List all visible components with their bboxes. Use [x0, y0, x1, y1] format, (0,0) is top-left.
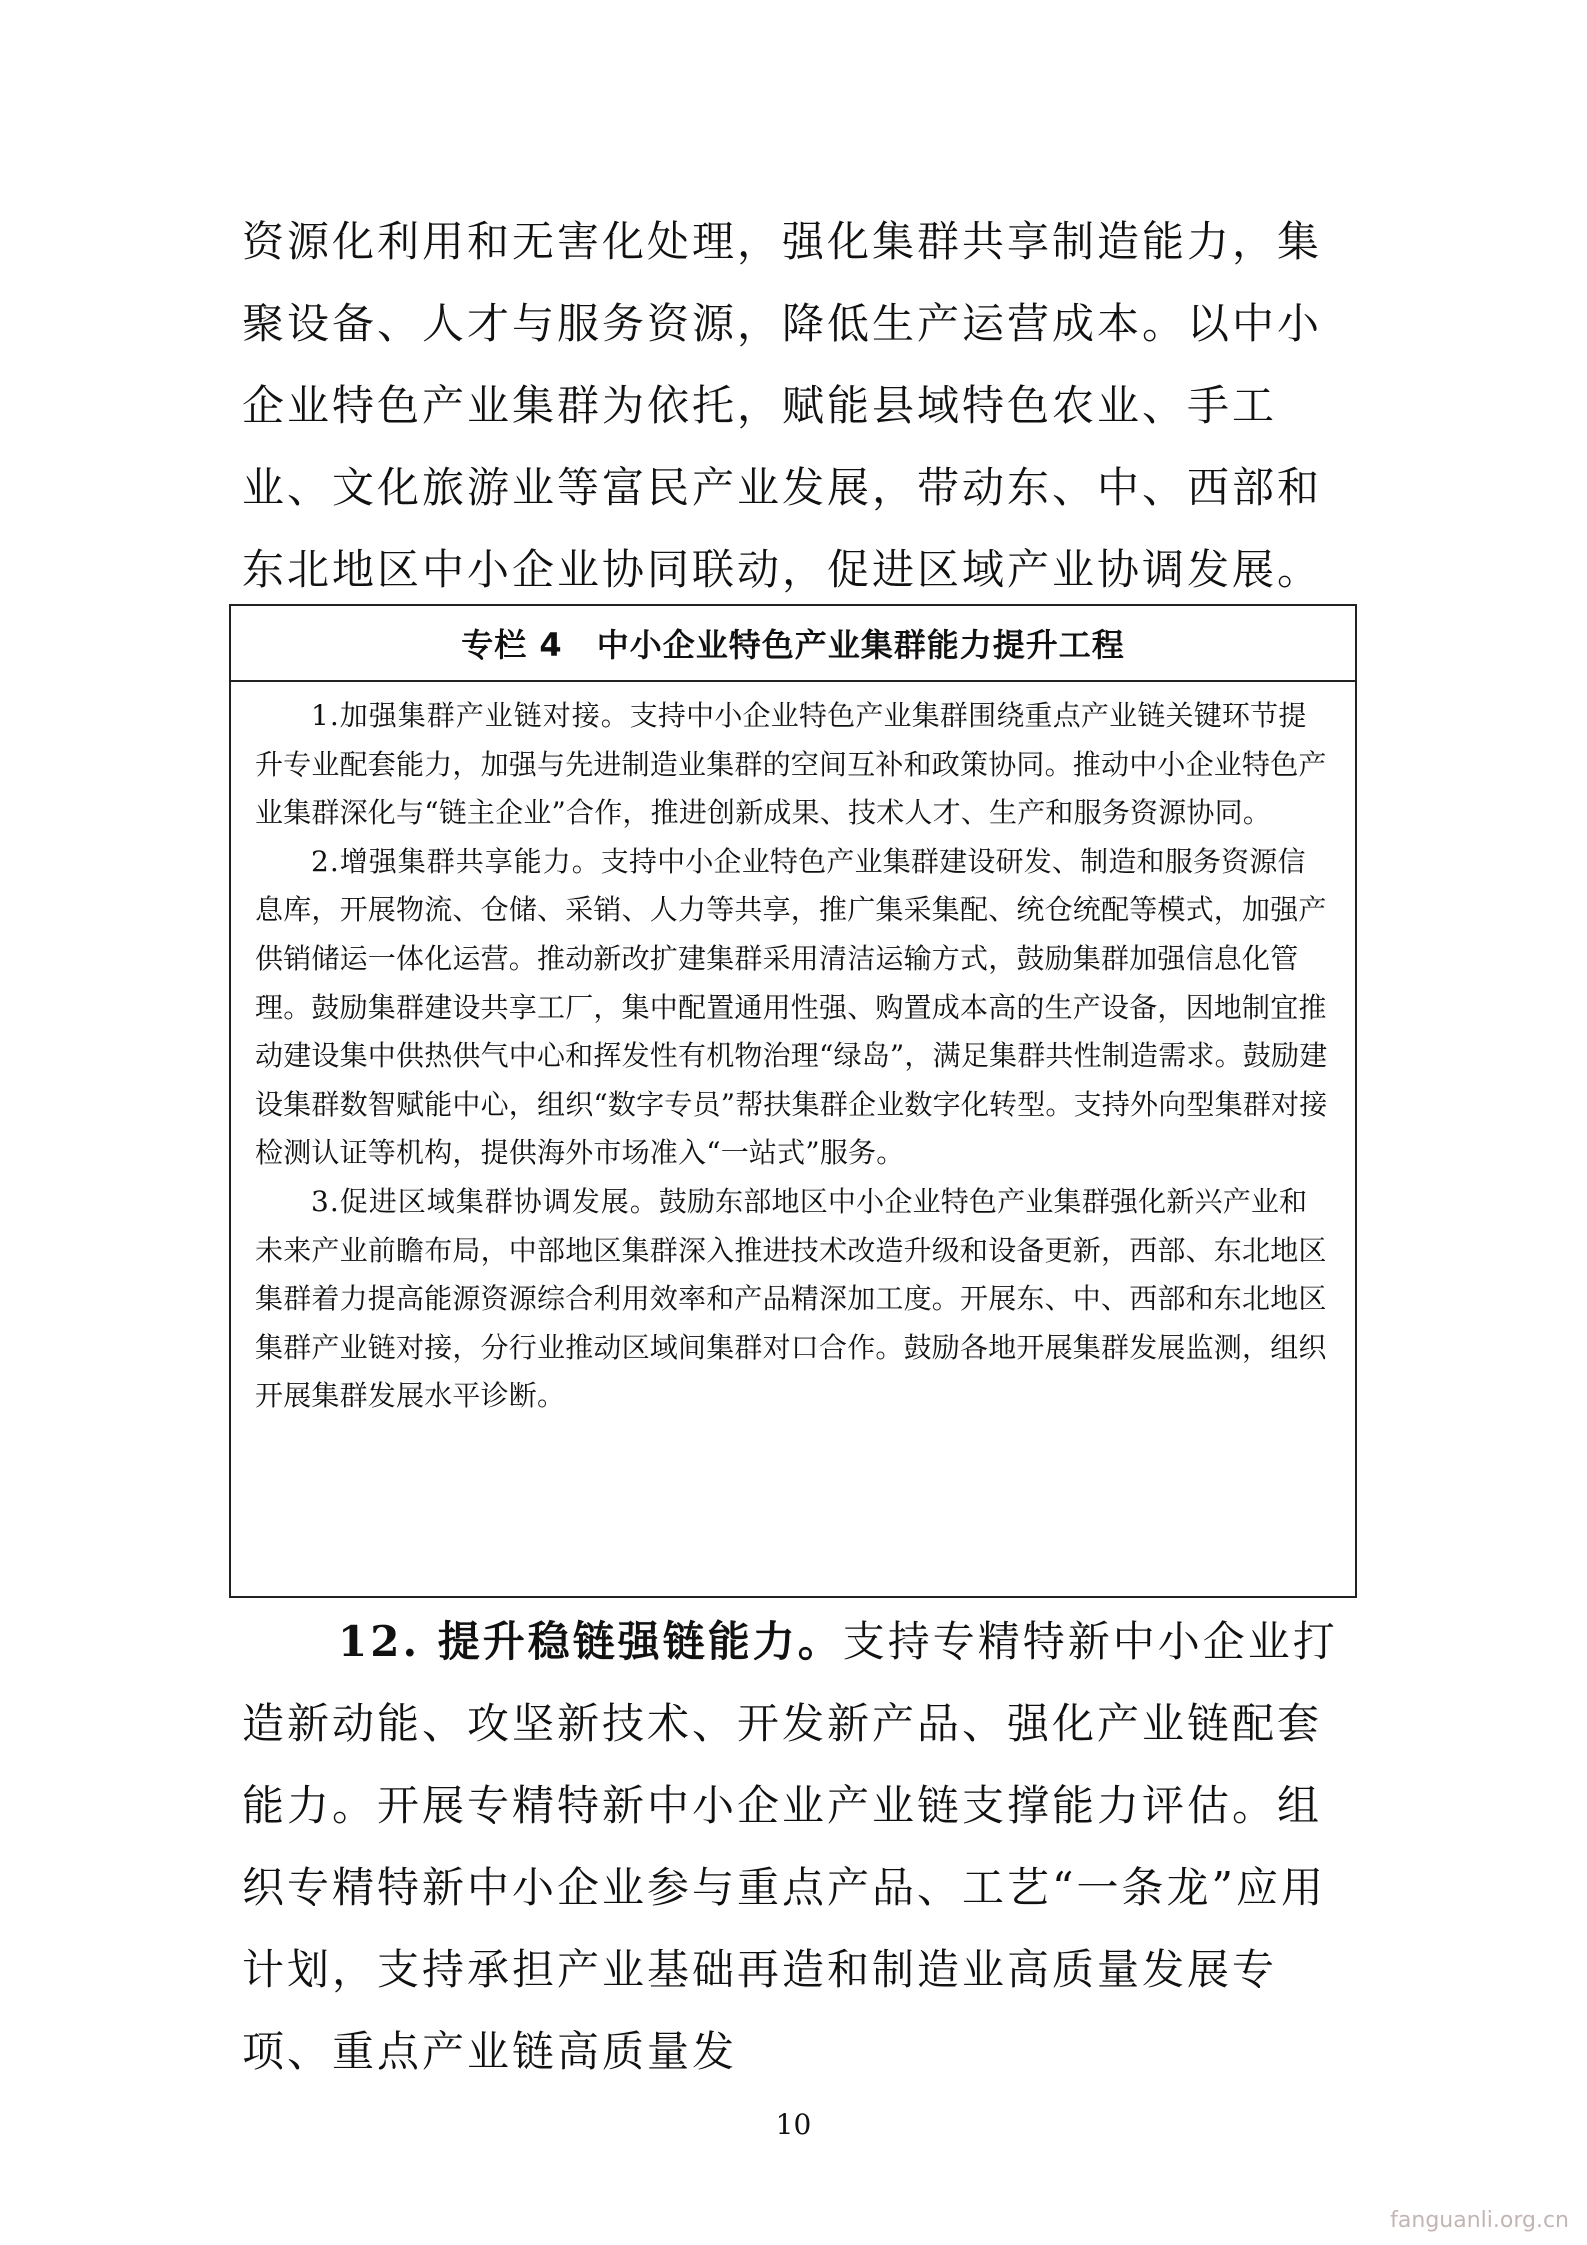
special-column-box [229, 604, 1357, 1598]
box-title-number: 专栏 4 [461, 626, 563, 664]
body-paragraph-bottom [242, 1601, 1354, 2093]
box-item-text: 支持中小企业特色产业集群围绕重点产业链关键环节提升专业配套能力，加强与先进制造业集群的空间互补和政策协同。推动中小企业特色产业集群深化与“链主企业”合作，推进创新成果、技术人才、生产和服务资源协同。 [255, 699, 1327, 830]
box-item [255, 838, 1331, 1178]
section-text: 支持专精特新中小企业打造新动能、攻坚新技术、开发新产品、强化产业链配套能力。开展专精特新中小企业产业链支撑能力评估。组织专精特新中小企业参与重点产品、工艺“一条龙”应用计划，支持承担产业基础再造和制造业高质量发展专项、重点产业链高质量发 [242, 1617, 1338, 2076]
page-number: 10 [775, 2108, 812, 2141]
box-item [255, 1178, 1331, 1421]
body-paragraph-top: 资源化利用和无害化处理，强化集群共享制造能力，集聚设备、人才与服务资源，降低生产运营成本。以中小企业特色产业集群为依托，赋能县域特色农业、手工业、文化旅游业等富民产业发展，带动东、中、西部和东北地区中小企业协同联动，促进区域产业协调发展。 [242, 217, 1323, 594]
box-title [231, 606, 1355, 682]
box-item-lead: 2.增强集群共享能力。 [311, 844, 601, 878]
watermark: fanguanli.org.cn [1390, 2208, 1569, 2233]
box-item-lead: 1.加强集群产业链对接。 [311, 699, 630, 732]
box-item-lead: 3.促进区域集群协调发展。 [311, 1184, 659, 1218]
box-item-text: 鼓励东部地区中小企业特色产业集群强化新兴产业和未来产业前瞻布局，中部地区集群深入推进技术改造升级和设备更新，西部、东北地区集群着力提高能源资源综合利用效率和产品精深加工度。开展东、中、西部和东北地区集群产业链对接，分行业推动区域间集群对口合作。鼓励各地开展集群发展监测，组织开展集群发展水平诊断。 [255, 1184, 1327, 1413]
box-title-text: 中小企业特色产业集群能力提升工程 [596, 626, 1125, 664]
box-item [255, 692, 1331, 838]
box-body [231, 682, 1355, 1421]
box-item-text: 支持中小企业特色产业集群建设研发、制造和服务资源信息库，开展物流、仓储、采销、人力等共享，推广集采集配、统仓统配等模式，加强产供销储运一体化运营。推动新改扩建集群采用清洁运输方式，鼓励集群加强信息化管理。鼓励集群建设共享工厂，集中配置通用性强、购置成本高的生产设备，因地制宜推动建设集中供热供气中心和挥发性有机物治理“绿岛”，满足集群共性制造需求。鼓励建设集群数智赋能中心，组织“数字专员”帮扶集群企业数字化转型。支持外向型集群对接检测认证等机构，提供海外市场准入“一站式”服务。 [255, 844, 1328, 1170]
section-heading-lead: 12. 提升稳链强链能力。 [338, 1617, 843, 1666]
